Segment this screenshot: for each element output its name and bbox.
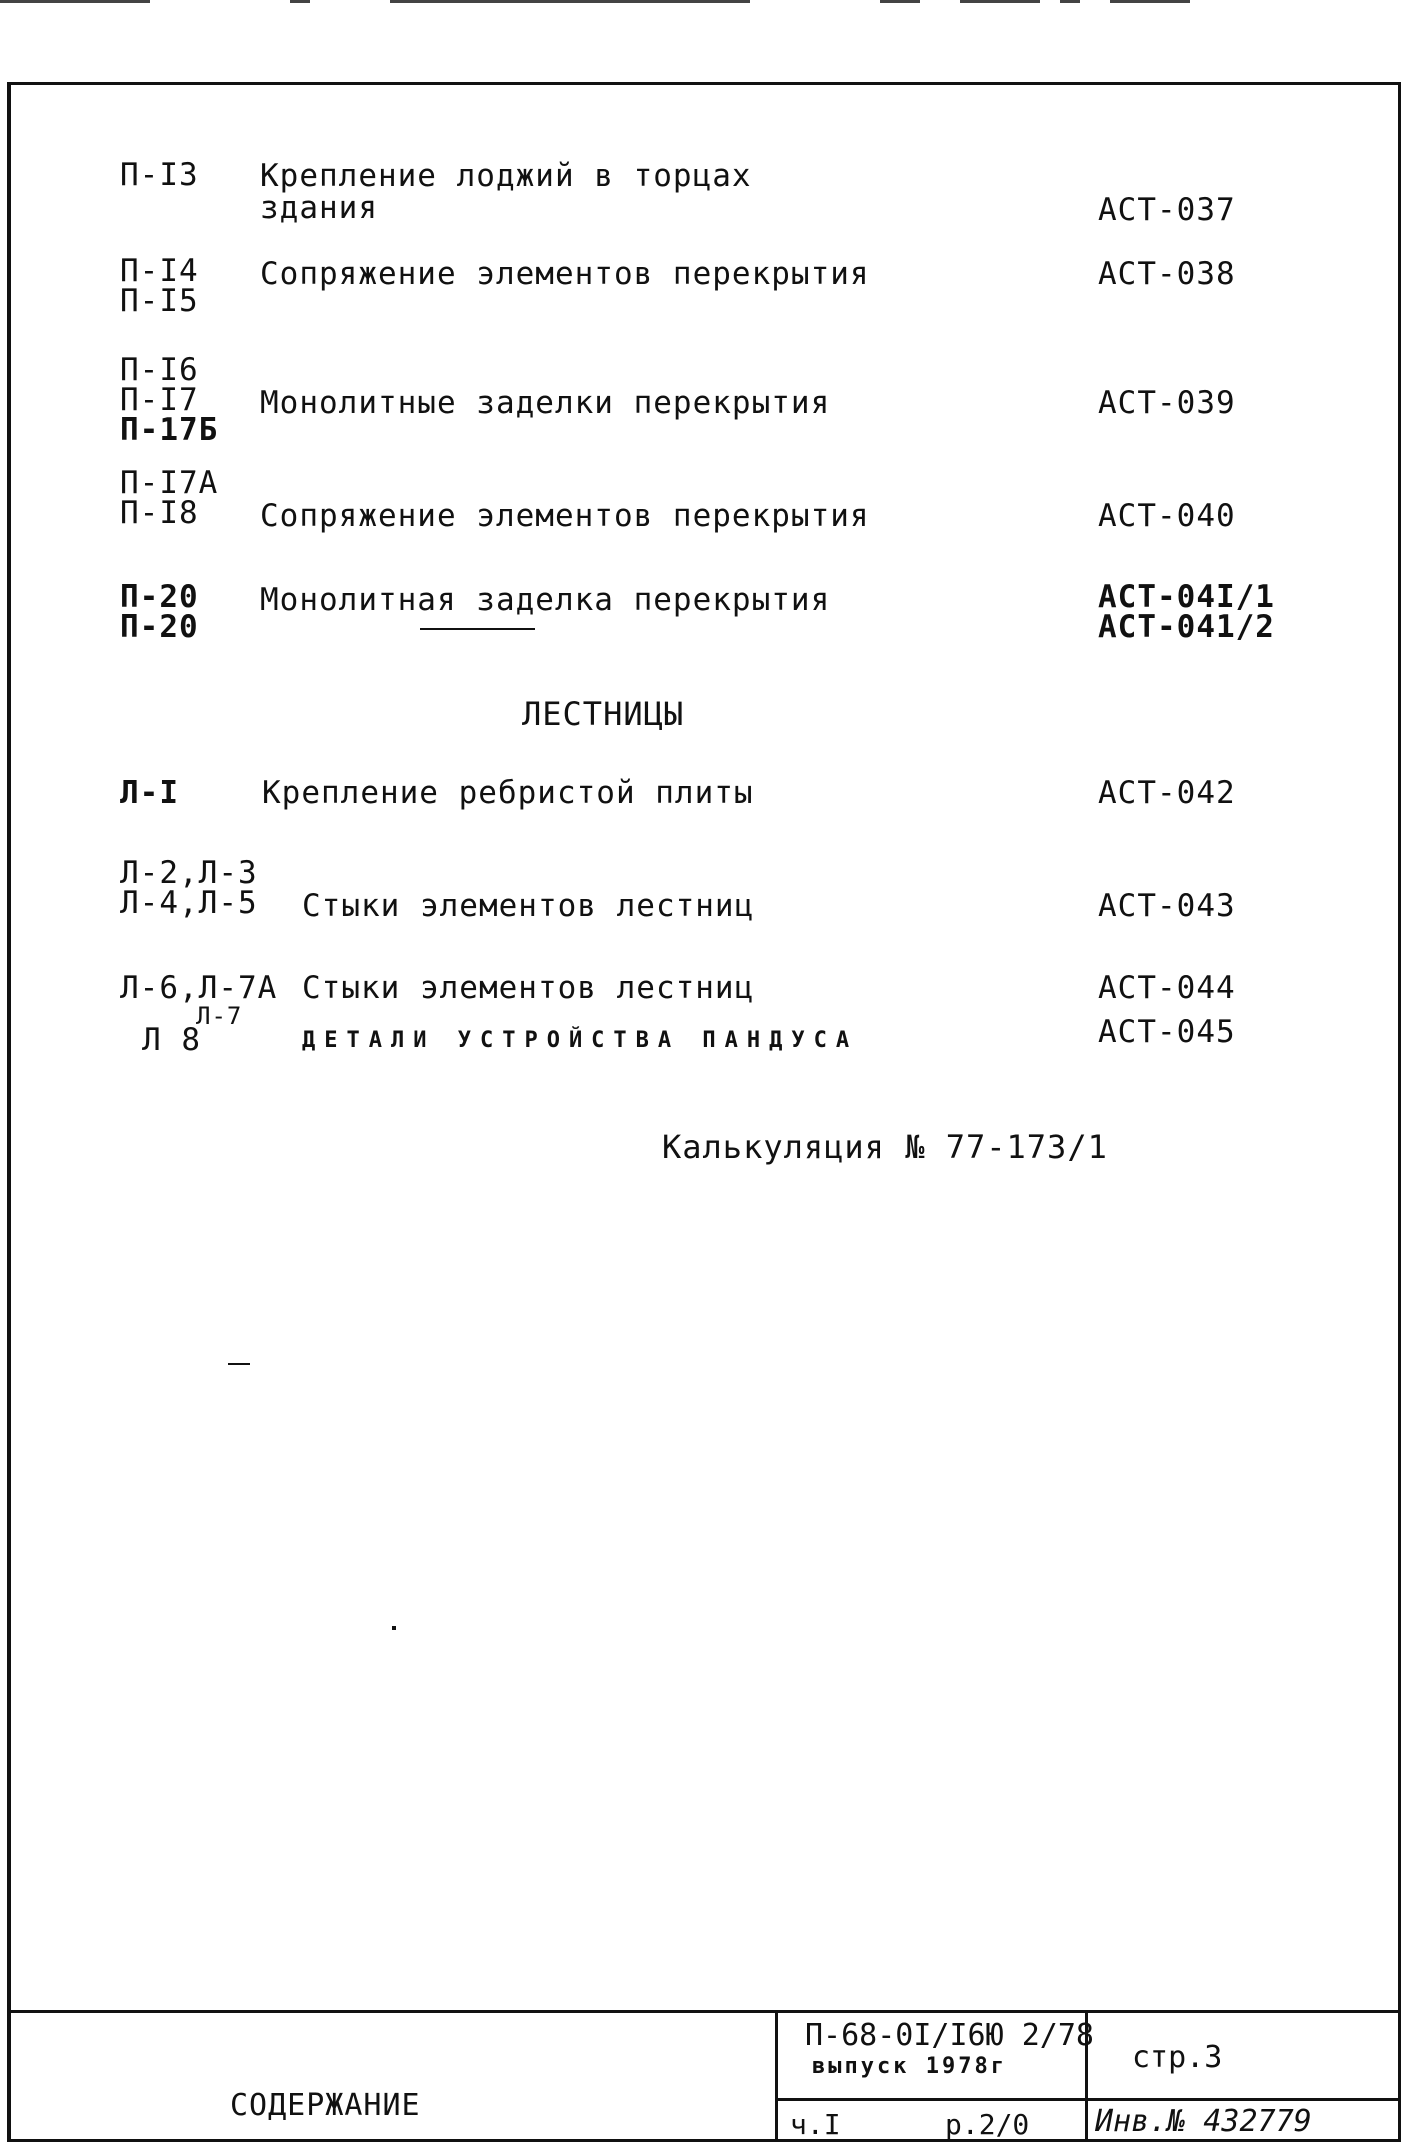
stamp-top-border bbox=[10, 2010, 1400, 2013]
row-p13-title: Крепление лоджий в торцах здания bbox=[260, 158, 752, 226]
row-l8-ref: АСТ-045 bbox=[1098, 1014, 1236, 1050]
row-l1-ref: АСТ-042 bbox=[1098, 775, 1236, 811]
code: Л-2,Л-3 bbox=[120, 855, 258, 891]
code: П-20 bbox=[120, 609, 199, 645]
row-p16-title: Монолитные заделки перекрытия bbox=[260, 385, 831, 421]
scan-speck bbox=[392, 1626, 396, 1630]
stamp-title: СОДЕРЖАНИЕ bbox=[230, 2088, 421, 2123]
section-heading-stairs: ЛЕСТНИЦЫ bbox=[522, 695, 685, 733]
row-l8-title: ДЕТАЛИ УСТРОЙСТВА ПАНДУСА bbox=[302, 1028, 859, 1053]
row-p20-refs bbox=[1098, 579, 1275, 645]
row-p16-codes bbox=[120, 352, 219, 448]
calculation-number: Калькуляция № 77-173/1 bbox=[662, 1128, 1108, 1166]
row-l2-title: Стыки элементов лестниц bbox=[302, 888, 755, 924]
code: П-I7 bbox=[120, 382, 199, 418]
code: П-I8 bbox=[120, 495, 199, 531]
row-p14-codes bbox=[120, 253, 199, 319]
row-l1-codes: Л-I bbox=[120, 775, 179, 811]
stamp-volume: ч.I bbox=[790, 2108, 841, 2141]
row-l8-codes: Л 8 bbox=[142, 1022, 201, 1058]
row-p16-ref: АСТ-039 bbox=[1098, 385, 1236, 421]
row-p17a-title: Сопряжение элементов перекрытия bbox=[260, 498, 870, 534]
stamp-inventory: Инв.№ 432779 bbox=[1095, 2104, 1312, 2139]
row-p13-codes bbox=[120, 157, 199, 193]
row-l2-codes bbox=[120, 855, 258, 921]
row-p20-title: Монолитная заделка перекрытия bbox=[260, 582, 831, 618]
code: П-I7А bbox=[120, 465, 219, 501]
row-p20-codes bbox=[120, 579, 199, 645]
stamp-issue: выпуск 1978г bbox=[812, 2054, 1007, 2079]
stamp-page: стр.3 bbox=[1132, 2040, 1223, 2075]
stamp-divider bbox=[775, 2098, 1400, 2101]
code: П-I5 bbox=[120, 283, 199, 319]
code: П-20 bbox=[120, 579, 199, 615]
code: П-I4 bbox=[120, 253, 199, 289]
row-l1-title: Крепление ребристой плиты bbox=[262, 775, 754, 811]
code: П-17Б bbox=[120, 412, 219, 448]
ref: АСТ-04I/1 bbox=[1098, 579, 1275, 615]
row-l6-title: Стыки элементов лестниц bbox=[302, 970, 755, 1006]
code: П-I6 bbox=[120, 352, 199, 388]
row-p17a-codes bbox=[120, 465, 219, 531]
scan-speck bbox=[228, 1363, 250, 1365]
code: П-I3 bbox=[120, 157, 199, 193]
row-p14-title: Сопряжение элементов перекрытия bbox=[260, 256, 870, 292]
stamp-part: р.2/0 bbox=[945, 2108, 1030, 2141]
row-l6-codes: Л-6,Л-7А bbox=[120, 970, 278, 1006]
stamp-vertical-1 bbox=[775, 2010, 778, 2142]
row-l6-ref: АСТ-044 bbox=[1098, 970, 1236, 1006]
row-p17a-ref: АСТ-040 bbox=[1098, 498, 1236, 534]
row-l2-ref: АСТ-043 bbox=[1098, 888, 1236, 924]
stamp-series: П-68-0I/I6Ю 2/78 bbox=[805, 2018, 1094, 2053]
row-p14-ref: АСТ-038 bbox=[1098, 256, 1236, 292]
row-l7-code: Л-7 bbox=[196, 1002, 243, 1030]
underline-mark bbox=[420, 628, 535, 630]
code: Л-4,Л-5 bbox=[120, 885, 258, 921]
ref: АСТ-041/2 bbox=[1098, 609, 1275, 645]
row-p13-ref: АСТ-037 bbox=[1098, 192, 1236, 228]
